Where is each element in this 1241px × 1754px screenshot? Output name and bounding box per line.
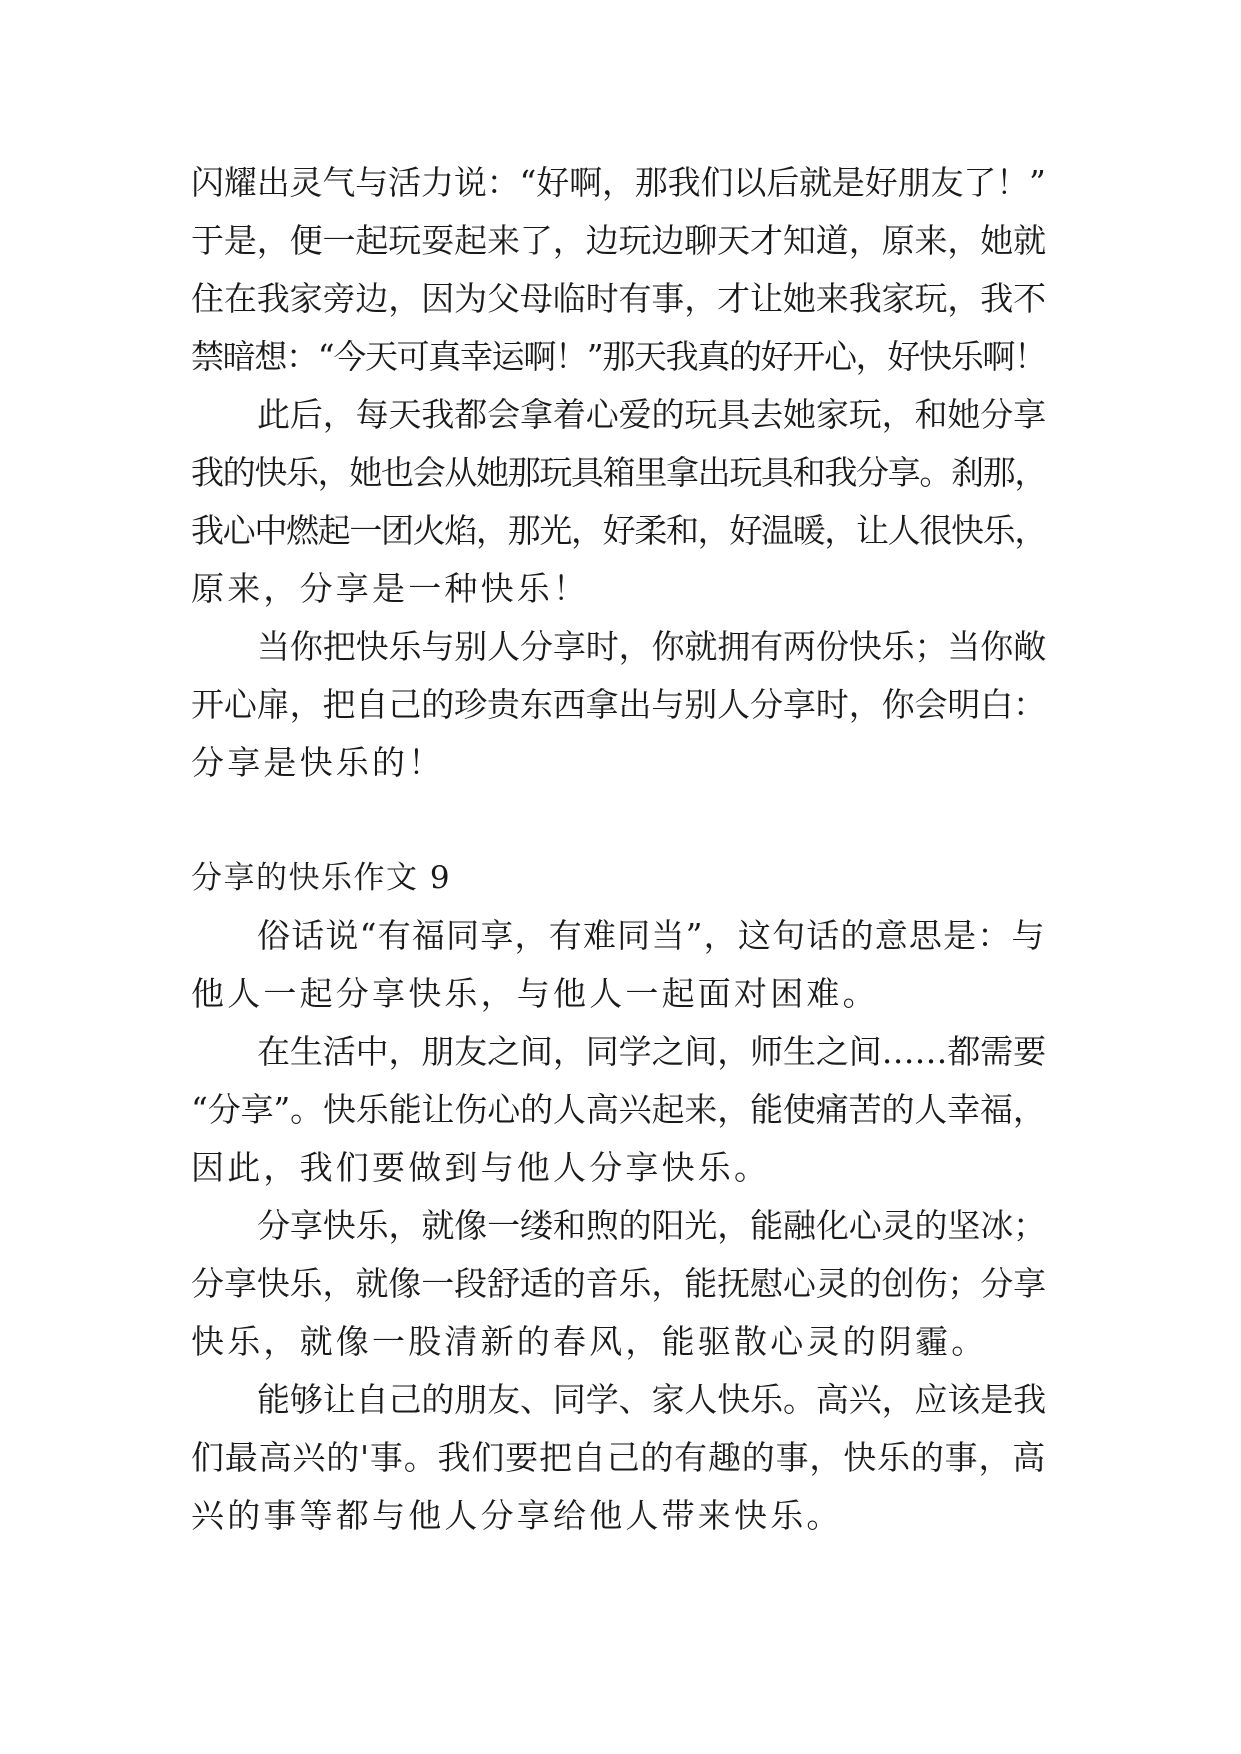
paragraph-line: 能够让自己的朋友、同学、家人快乐。高兴，应该是我: [257, 1380, 1046, 1419]
paragraph-line: 分享是快乐的！: [191, 743, 445, 782]
paragraph-line: 他人一起分享快乐，与他人一起面对困难。: [191, 974, 879, 1013]
paragraph-line: 因此，我们要做到与他人分享快乐。: [191, 1148, 771, 1187]
paragraph-line: 分享快乐，就像一段舒适的音乐，能抚慰心灵的创伤；分享: [191, 1264, 1047, 1303]
paragraph-line: 兴的事等都与他人分享给他人带来快乐。: [191, 1496, 843, 1535]
paragraph-line: 我心中燃起一团火焰，那光，好柔和，好温暖，让人很快乐，: [191, 511, 1047, 550]
section-title: 分享的快乐作文 9: [191, 860, 452, 896]
paragraph-line: 在生活中，朋友之间，同学之间，师生之间……都需要: [257, 1032, 1046, 1071]
paragraph-line: 闪耀出灵气与活力说：“好啊，那我们以后就是好朋友了！”: [191, 163, 1046, 202]
paragraph-line: 快乐，就像一股清新的春风，能驱散心灵的阴霾。: [191, 1322, 988, 1361]
paragraph-line: 当你把快乐与别人分享时，你就拥有两份快乐；当你敞: [257, 627, 1046, 666]
paragraph-line: 们最高兴的'事。我们要把自己的有趣的事，快乐的事，高: [191, 1438, 1047, 1477]
paragraph-line: 此后，每天我都会拿着心爱的玩具去她家玩，和她分享: [257, 395, 1046, 434]
paragraph-line: “分享”。快乐能让伤心的人高兴起来，能使痛苦的人幸福，: [191, 1090, 1046, 1129]
paragraph-line: 于是，便一起玩耍起来了，边玩边聊天才知道，原来，她就: [191, 221, 1047, 260]
paragraph-line: 俗话说“有福同享，有难同当”，这句话的意思是：与: [257, 916, 1046, 955]
paragraph-line: 开心扉，把自己的珍贵东西拿出与别人分享时，你会明白：: [191, 685, 1047, 724]
paragraph-line: 禁暗想：“今天可真幸运啊！”那天我真的好开心，好快乐啊！: [191, 337, 1046, 376]
paragraph-line: 我的快乐，她也会从她那玩具箱里拿出玩具和我分享。刹那，: [191, 453, 1047, 492]
paragraph-line: 分享快乐，就像一缕和煦的阳光，能融化心灵的坚冰；: [257, 1206, 1046, 1245]
paragraph-line: 原来，分享是一种快乐！: [191, 569, 590, 608]
paragraph-line: 住在我家旁边，因为父母临时有事，才让她来我家玩，我不: [191, 279, 1047, 318]
